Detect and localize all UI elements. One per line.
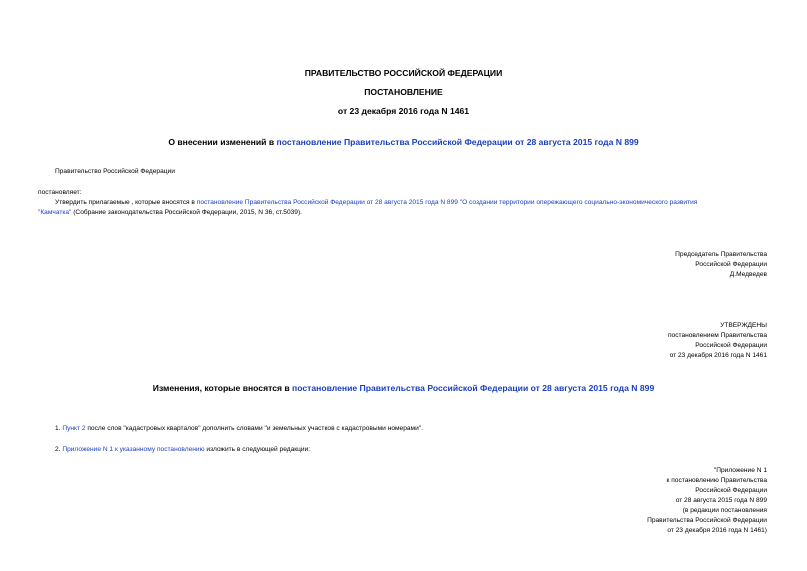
signature-name: Д.Медведев <box>729 271 767 278</box>
document-title <box>0 138 807 147</box>
approved-stamp: УТВЕРЖДЕНЫ <box>720 322 767 329</box>
document-title-text: О внесении изменений в <box>168 137 277 147</box>
approve-paragraph-line1 <box>55 200 697 207</box>
approved-by: постановлением Правительства <box>667 332 767 339</box>
approved-country: Российской Федерации <box>695 342 767 349</box>
document-type: ПОСТАНОВЛЕНИЕ <box>364 87 443 97</box>
approved-date: от 23 декабря 2016 года N 1461 <box>669 352 767 359</box>
appendix-date: от 28 августа 2015 года N 899 <box>675 497 767 504</box>
item-1 <box>55 426 423 433</box>
signature-position: Председатель Правительства <box>675 251 767 258</box>
appendix-country: Российской Федерации <box>695 487 767 494</box>
title-link-postanovlenie-899[interactable]: постановление Правительства Российской Федерации от 28 августа 2015 года N 899 <box>276 137 639 147</box>
approve-link-kamchatka[interactable]: "Камчатка" <box>38 209 72 216</box>
item-2-text: изложить в следующей редакции: <box>204 446 311 453</box>
approve-paragraph-line2 <box>38 210 302 217</box>
signature-country: Российской Федерации <box>695 261 767 268</box>
approve-link-postanovlenie-899[interactable]: постановление Правительства Российской Федерации от 28 августа 2015 года N 899 "О создании территории опережающего социально-экономического развития <box>196 199 698 206</box>
changes-title <box>0 384 807 393</box>
item-1-link-punkt-2[interactable]: Пункт 2 <box>62 425 86 432</box>
item-2 <box>55 447 310 454</box>
decides-label: постановляет: <box>38 189 82 196</box>
item-1-text: после слов "кадастровых кварталов" дополнить словами "и земельных участков с кадастровыми номерами". <box>85 425 423 432</box>
appendix-edition-date: от 23 декабря 2016 года N 1461) <box>667 527 767 534</box>
changes-title-text: Изменения, которые вносятся в <box>152 383 293 393</box>
changes-title-link-899[interactable]: постановление Правительства Российской Федерации от 28 августа 2015 года N 899 <box>292 383 655 393</box>
item-1-number: 1. <box>55 425 63 432</box>
item-2-number: 2. <box>55 446 63 453</box>
appendix-edition-gov: Правительства Российской Федерации <box>647 517 767 524</box>
government-heading: ПРАВИТЕЛЬСТВО РОССИЙСКОЙ ФЕДЕРАЦИИ <box>304 68 503 78</box>
government-name: Правительство Российской Федерации <box>55 168 175 175</box>
approve-source-text: (Собрание законодательства Российской Федерации, 2015, N 36, ст.5039). <box>71 209 302 216</box>
approve-text: Утвердить прилагаемые , которые вносятся в <box>55 199 197 206</box>
appendix-title: "Приложение N 1 <box>713 467 767 474</box>
appendix-ref-line: к постановлению Правительства <box>666 477 767 484</box>
item-2-link-appendix-1[interactable]: Приложение N 1 к указанному постановлению <box>62 446 205 453</box>
appendix-edition: (в редакции постановления <box>682 507 767 514</box>
document-date-number: от 23 декабря 2016 года N 1461 <box>337 106 470 116</box>
